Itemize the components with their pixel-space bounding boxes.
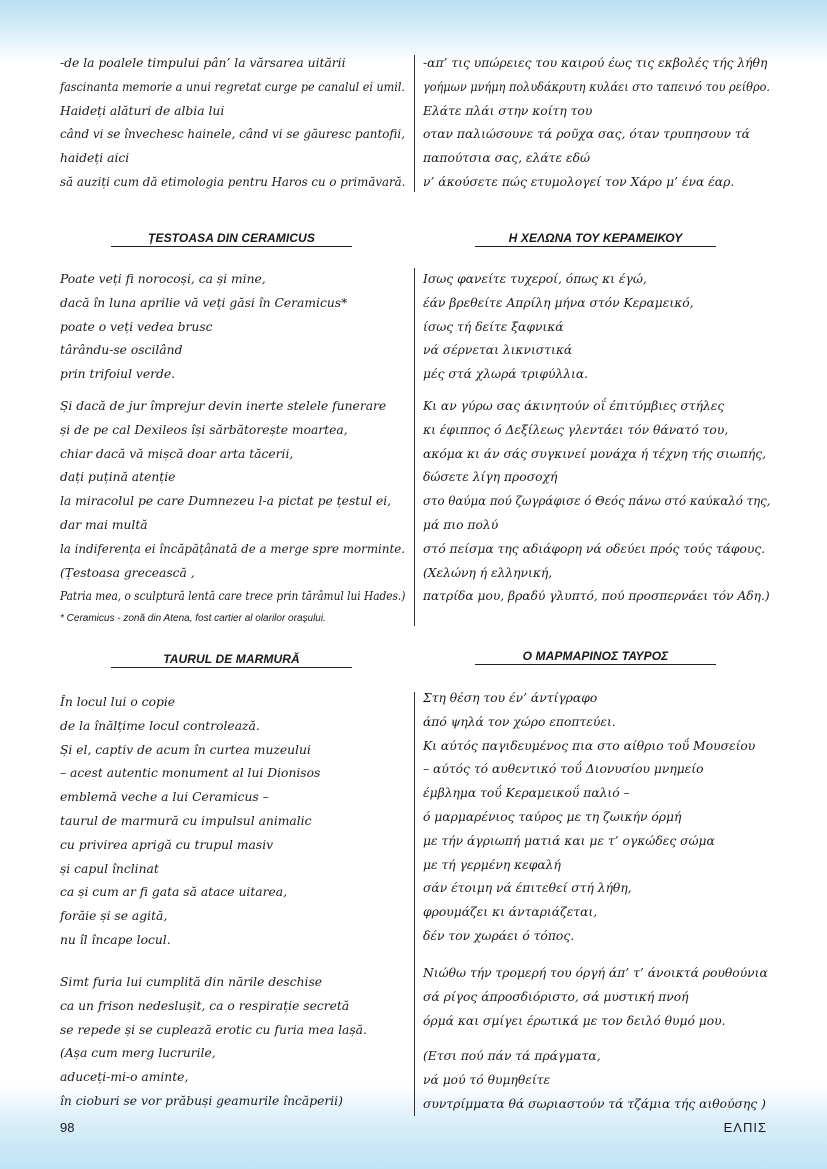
verse-line: μές στά χλωρά τριφύλλια. [423,367,589,382]
verse-line: – αύτός τό αυθεντικό τοΰ Διονυσίου μνημείο [423,762,704,777]
poem2-romanian-stanza1 [60,691,405,953]
poem1-footnote: * Ceramicus - zonă din Atena, fost cartier al olarilor orașului. [60,613,326,624]
verse-line: ν’ άκούσετε πώς ετυμολογεί τον Χάρο μ’ ένα έαρ. [423,174,735,189]
verse-line: κι έφιππος ό Δεξίλεως γλεντάει τόν θάνατό του, [423,422,729,437]
verse-line: Haideți alături de albia lui [60,103,225,118]
verse-line: Simt furia lui cumplită din nările deschise [60,975,323,989]
verse-line: Patria mea, o sculptură lentă care trece prin tărâmul lui Hades.) [60,589,406,604]
verse-line: prin trifoiul verde. [60,367,176,382]
poem1-title-greek: Η ΧΕΛΩΝΑ ΤΟΥ ΚΕΡΑΜΕΙΚΟΥ [475,231,716,247]
verse-line: taurul de marmură cu impulsul animalic [60,813,312,828]
verse-line: με τήν άγριωπή ματιά και με τ’ ογκώδες σώμα [423,833,715,848]
verse-line: la indiferența ei încăpățânată de a merge spre morminte. [60,541,406,556]
poem2-title-greek: Ο ΜΑΡΜΑΡΙΝΟΣ ΤΑΥΡΟΣ [475,649,716,665]
poem1-romanian-stanza1 [60,268,405,387]
verse-line: γοήμων μνήμη πολυδάκρυτη κυλάει στο ταπεινό του ρείθρο. [423,79,770,94]
verse-line: – acest autentic monument al lui Dionisos [60,766,321,781]
verse-line: -de la poalele timpului pân’ la vărsarea uitării [60,56,346,70]
verse-line: σάν έτοιμη νά έπιτεθεί στή λήθη, [423,881,632,896]
verse-line: (Așa cum merg lucrurile, [60,1046,216,1061]
verse-line: Νιώθω τήν τρομερή του όργή άπ’ τ’ άνοικτά ρουθούνια [423,966,768,980]
verse-line: ίσως τή δείτε ξαφνικά [423,319,564,334]
top-right-verses [423,52,770,195]
verse-line: στό πείσμα της αδιάφορη νά οδεύει πρός τούς τάφους. [423,541,766,556]
poem1-greek-stanza1 [423,268,770,387]
poem1-greek-stanza2 [423,395,770,609]
verse-line: ακόμα κι άν σάς συγκινεί μονάχα ή τέχνη τής σιωπής, [423,446,767,461]
verse-line: έάν βρεθείτε Απρίλη μήνα στόν Κεραμεικό, [423,295,694,310]
verse-line: πατρίδα μου, βραδύ γλυπτό, πού προσπερνάει τόν Αδη.) [423,589,770,604]
verse-line: în cioburi se vor prăbuși geamurile încăperii) [60,1093,343,1108]
verse-line: δώσετε λίγη προσοχή [423,470,558,485]
poem2-title-romanian: TAURUL DE MARMURĂ [111,652,352,668]
poem1-romanian-stanza2 [60,395,405,609]
verse-line: συντρίμματα θά σωριαστούν τά τζάμια τής αιθούσης ) [423,1096,766,1111]
verse-line: Ισως φανείτε τυχεροί, όπως κι έγώ, [423,272,647,286]
verse-line: cu privirea aprigă cu trupul masiv [60,837,274,852]
verse-line: Poate veți fi norocoși, ca și mine, [60,272,266,286]
verse-line: să auziți cum dă etimologia pentru Haros cu o primăvară. [60,174,406,189]
verse-line: Κι αύτός παγιδευμένος πια στο αίθριο τοΰ Μουσείου [423,738,756,753]
verse-line: forăie și se agită, [60,909,168,924]
verse-line: ό μαρμαρένιος ταύρος με τη ζωικήν όρμή [423,809,682,824]
verse-line: emblemă veche a lui Ceramicus – [60,790,269,805]
verse-line: În locul lui o copie [60,695,176,709]
verse-line: ca și cum ar fi gata să atace uitarea, [60,885,288,900]
verse-line: târându-se oscilând [60,343,183,358]
poem2-romanian-stanza2 [60,971,405,1114]
page-number: 98 [60,1120,75,1135]
verse-line: ca un frison nedeslușit, ca o respirație secretă [60,998,350,1013]
verse-line: când vi se învechesc hainele, când vi se găuresc pantofii, [60,127,405,142]
top-left-verses [60,52,405,195]
verse-line: (Χελώνη ή ελληνική, [423,565,553,580]
verse-line: se repede și se cuplează erotic cu furia mea lașă. [60,1022,367,1037]
verse-line: οταν παλιώσουνε τά ροῦχα σας, όταν τρυπησουν τά [423,127,750,142]
verse-line: Și dacă de jur împrejur devin inerte stelele funerare [60,399,387,413]
verse-line: nu îl încape locul. [60,932,171,947]
journal-name: ΕΛΠΙΣ [723,1120,767,1135]
verse-line: στο θαύμα πού ζωγράφισε ό Θεός πάνω στό καύκαλό της, [423,494,771,509]
verse-line: haideți aici [60,151,130,166]
poem2-greek-stanza2 [423,962,770,1033]
verse-line: poate o veți vedea brusc [60,319,213,334]
verse-line: Și el, captiv de acum în curtea muzeului [60,742,311,757]
verse-line: έμβλημα τοΰ Κεραμεικοΰ παλιό – [423,786,630,801]
verse-line: με τή γερμένη κεφαλή [423,857,561,872]
verse-line: άπό ψηλά τον χώρο εποπτεύει. [423,714,616,729]
verse-line: νά σέρνεται λικνιστικά [423,343,573,358]
verse-line: de la înălțime locul controlează. [60,718,260,733]
verse-line: și capul înclinat [60,861,159,876]
verse-line: όρμά και σμίγει έρωτικά με τον δειλό θυμό μου. [423,1013,726,1028]
verse-line: (Ετσι πού πάν τά πράγματα, [423,1049,601,1063]
poem1-title-romanian: ȚESTOASA DIN CERAMICUS [111,231,352,247]
poem2-greek-stanza3 [423,1045,770,1116]
verse-line: μά πιο πολύ [423,517,499,532]
column-divider-middle [414,268,415,626]
column-divider-top [414,55,415,192]
poem2-greek-stanza1 [423,687,770,949]
verse-line: φρουμάζει κι άνταριάζεται, [423,905,598,920]
column-divider-bottom [414,692,415,1116]
verse-line: σά ρίγος άπροσδιόριστο, σά μυστική πνοή [423,989,689,1004]
verse-line: (Țestoasa grecească , [60,565,195,580]
verse-line: dacă în luna aprilie vă veți găsi în Ceramicus* [60,295,348,310]
verse-line: fascinanta memorie a unui regretat curge pe canalul ei umil. [60,79,405,94]
verse-line: Ελάτε πλάι στην κοίτη του [423,103,593,118]
verse-line: Κι αν γύρω σας άκινητούν οΐ έπιτύμβιες στήλες [423,399,725,413]
verse-line: Στη θέση του έν’ άντίγραφο [423,691,598,705]
verse-line: și de pe cal Dexileos își sărbătorește moartea, [60,422,348,437]
verse-line: νά μού τό θυμηθείτε [423,1072,551,1087]
verse-line: δέν τον χωράει ό τόπος. [423,928,575,943]
verse-line: παπούτσια σας, ελάτε εδώ [423,151,591,166]
verse-line: dar mai multă [60,517,148,532]
verse-line: dați puțină atenție [60,470,176,485]
verse-line: la miracolul pe care Dumnezeu l-a pictat pe țestul ei, [60,494,392,509]
verse-line: -απ’ τις υπώρειες του καιρού έως τις εκβολές τής λήθη [423,56,768,70]
verse-line: aduceți-mi-o aminte, [60,1070,189,1085]
verse-line: chiar dacă vă mișcă doar arta tăcerii, [60,446,294,461]
